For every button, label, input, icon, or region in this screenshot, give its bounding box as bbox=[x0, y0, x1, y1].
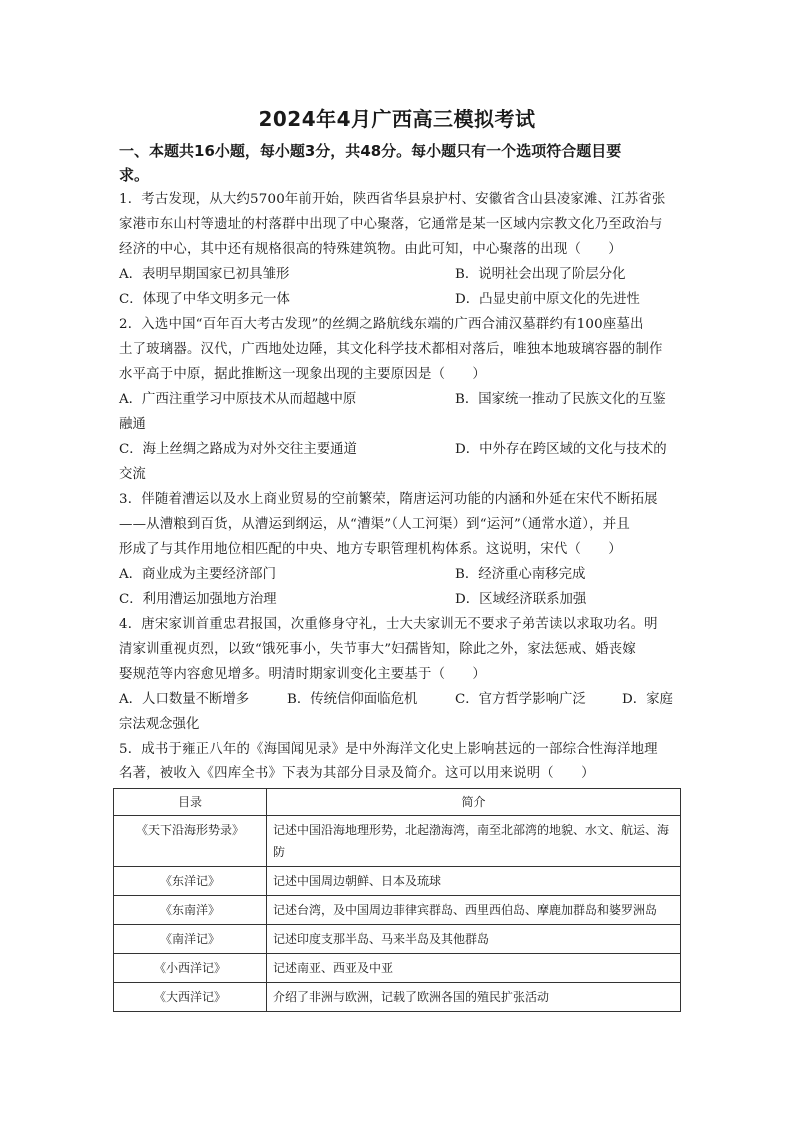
catalog-cell: 《东洋记》 bbox=[114, 867, 267, 896]
option-d: D．家庭 bbox=[622, 692, 673, 707]
summary-cell: 介绍了非洲与欧洲，记载了欧洲各国的殖民扩张活动 bbox=[267, 983, 681, 1012]
question-text-line: 2．入选中国“百年百大考古发现”的丝绸之路航线东端的广西合浦汉墓群约有100座墓出 bbox=[119, 317, 644, 332]
option-d: D．凸显史前中原文化的先进性 bbox=[455, 292, 640, 307]
summary-cell: 记述台湾，及中国周边菲律宾群岛、西里西伯岛、摩鹿加群岛和婆罗洲岛 bbox=[267, 896, 681, 925]
question-text-line: 4．唐宋家训首重忠君报国，次重修身守礼，士大夫家训无不要求子弟苦读以求取功名。明 bbox=[119, 617, 658, 632]
option-c: C．海上丝绸之路成为对外交往主要通道 bbox=[119, 442, 357, 457]
catalog-cell: 《天下沿海形势录》 bbox=[114, 816, 267, 867]
catalog-cell: 《大西洋记》 bbox=[114, 983, 267, 1012]
option-a: A．商业成为主要经济部门 bbox=[119, 567, 276, 582]
option-c: C．体现了中华文明多元一体 bbox=[119, 292, 290, 307]
catalog-table bbox=[113, 788, 681, 1012]
option-b-continued: 融通 bbox=[119, 417, 146, 432]
option-b: B．国家统一推动了民族文化的互鉴 bbox=[455, 392, 666, 407]
section-heading-line: 一、本题共16小题，每小题3分，共48分。每小题只有一个选项符合题目要 bbox=[119, 142, 622, 160]
section-heading bbox=[119, 139, 679, 187]
question-text-line: 水平高于中原，据此推断这一现象出现的主要原因是（ ） bbox=[119, 367, 486, 382]
question-text-line: 家港市东山村等遗址的村落群中出现了中心聚落，它通常是某一区域内宗教文化乃至政治与 bbox=[119, 217, 663, 232]
table-row bbox=[114, 816, 681, 867]
table-row bbox=[114, 896, 681, 925]
table-header-row bbox=[114, 789, 681, 816]
question-text-line: 清家训重视贞烈，以致“饿死事小，失节事大”妇孺皆知，除此之外，家法惩戒、婚丧嫁 bbox=[119, 642, 636, 657]
question-text-line: 1．考古发现，从大约5700年前开始，陕西省华县泉护村、安徽省含山县凌家滩、江苏省张 bbox=[119, 192, 666, 207]
option-d-continued: 交流 bbox=[119, 467, 146, 482]
table-row bbox=[114, 925, 681, 954]
question-text-line: 名著，被收入《四库全书》下表为其部分目录及简介。这可以用来说明（ ） bbox=[119, 766, 595, 781]
option-c: C．官方哲学影响广泛 bbox=[455, 692, 586, 707]
option-d: D．区域经济联系加强 bbox=[455, 592, 587, 607]
question-text-line: 土了玻璃器。汉代，广西地处边陲，其文化科学技术都相对落后，唯独本地玻璃容器的制作 bbox=[119, 342, 663, 357]
section-heading-line: 求。 bbox=[119, 166, 150, 184]
summary-cell: 记述印度支那半岛、马来半岛及其他群岛 bbox=[267, 925, 681, 954]
question-text-line: 经济的中心，其中还有规格很高的特殊建筑物。由此可知，中心聚落的出现（ ） bbox=[119, 242, 622, 257]
summary-cell: 记述南亚、西亚及中亚 bbox=[267, 954, 681, 983]
option-d: D．中外存在跨区域的文化与技术的 bbox=[455, 442, 667, 457]
page-title: 2024年4月广西高三模拟考试 bbox=[258, 107, 536, 131]
question-text-line: 娶规范等内容愈见增多。明清时期家训变化主要基于（ ） bbox=[119, 667, 486, 682]
option-b: B．经济重心南移完成 bbox=[455, 567, 586, 582]
option-a: A．广西注重学习中原技术从而超越中原 bbox=[119, 392, 357, 407]
option-b: B．说明社会出现了阶层分化 bbox=[455, 267, 626, 282]
question-text-line: 3．伴随着漕运以及水上商业贸易的空前繁荣，隋唐运河功能的内涵和外延在宋代不断拓展 bbox=[119, 492, 658, 507]
catalog-cell: 《南洋记》 bbox=[114, 925, 267, 954]
catalog-cell: 《小西洋记》 bbox=[114, 954, 267, 983]
catalog-cell: 《东南洋》 bbox=[114, 896, 267, 925]
question-text-line: 形成了与其作用地位相匹配的中央、地方专职管理机构体系。这说明，宋代（ ） bbox=[119, 542, 622, 557]
option-c: C．利用漕运加强地方治理 bbox=[119, 592, 277, 607]
option-a: A．表明早期国家已初具雏形 bbox=[119, 267, 290, 282]
table-row bbox=[114, 867, 681, 896]
summary-cell: 记述中国周边朝鲜、日本及琉球 bbox=[267, 867, 681, 896]
summary-cell: 记述中国沿海地理形势，北起渤海湾，南至北部湾的地貌、水文、航运、海防 bbox=[267, 816, 681, 867]
option-a: A．人口数量不断增多 bbox=[119, 692, 250, 707]
option-d-continued: 宗法观念强化 bbox=[119, 717, 200, 732]
column-header-catalog: 目录 bbox=[114, 789, 267, 816]
option-b: B．传统信仰面临危机 bbox=[287, 692, 418, 707]
table-row bbox=[114, 954, 681, 983]
question-text-line: ——从漕粮到百货，从漕运到纲运，从“漕渠”（人工河渠）到“运河”（通常水道），并且 bbox=[119, 517, 630, 532]
column-header-summary: 简介 bbox=[267, 789, 681, 816]
question-text-line: 5．成书于雍正八年的《海国闻见录》是中外海洋文化史上影响甚远的一部综合性海洋地理 bbox=[119, 742, 658, 757]
table-row bbox=[114, 983, 681, 1012]
